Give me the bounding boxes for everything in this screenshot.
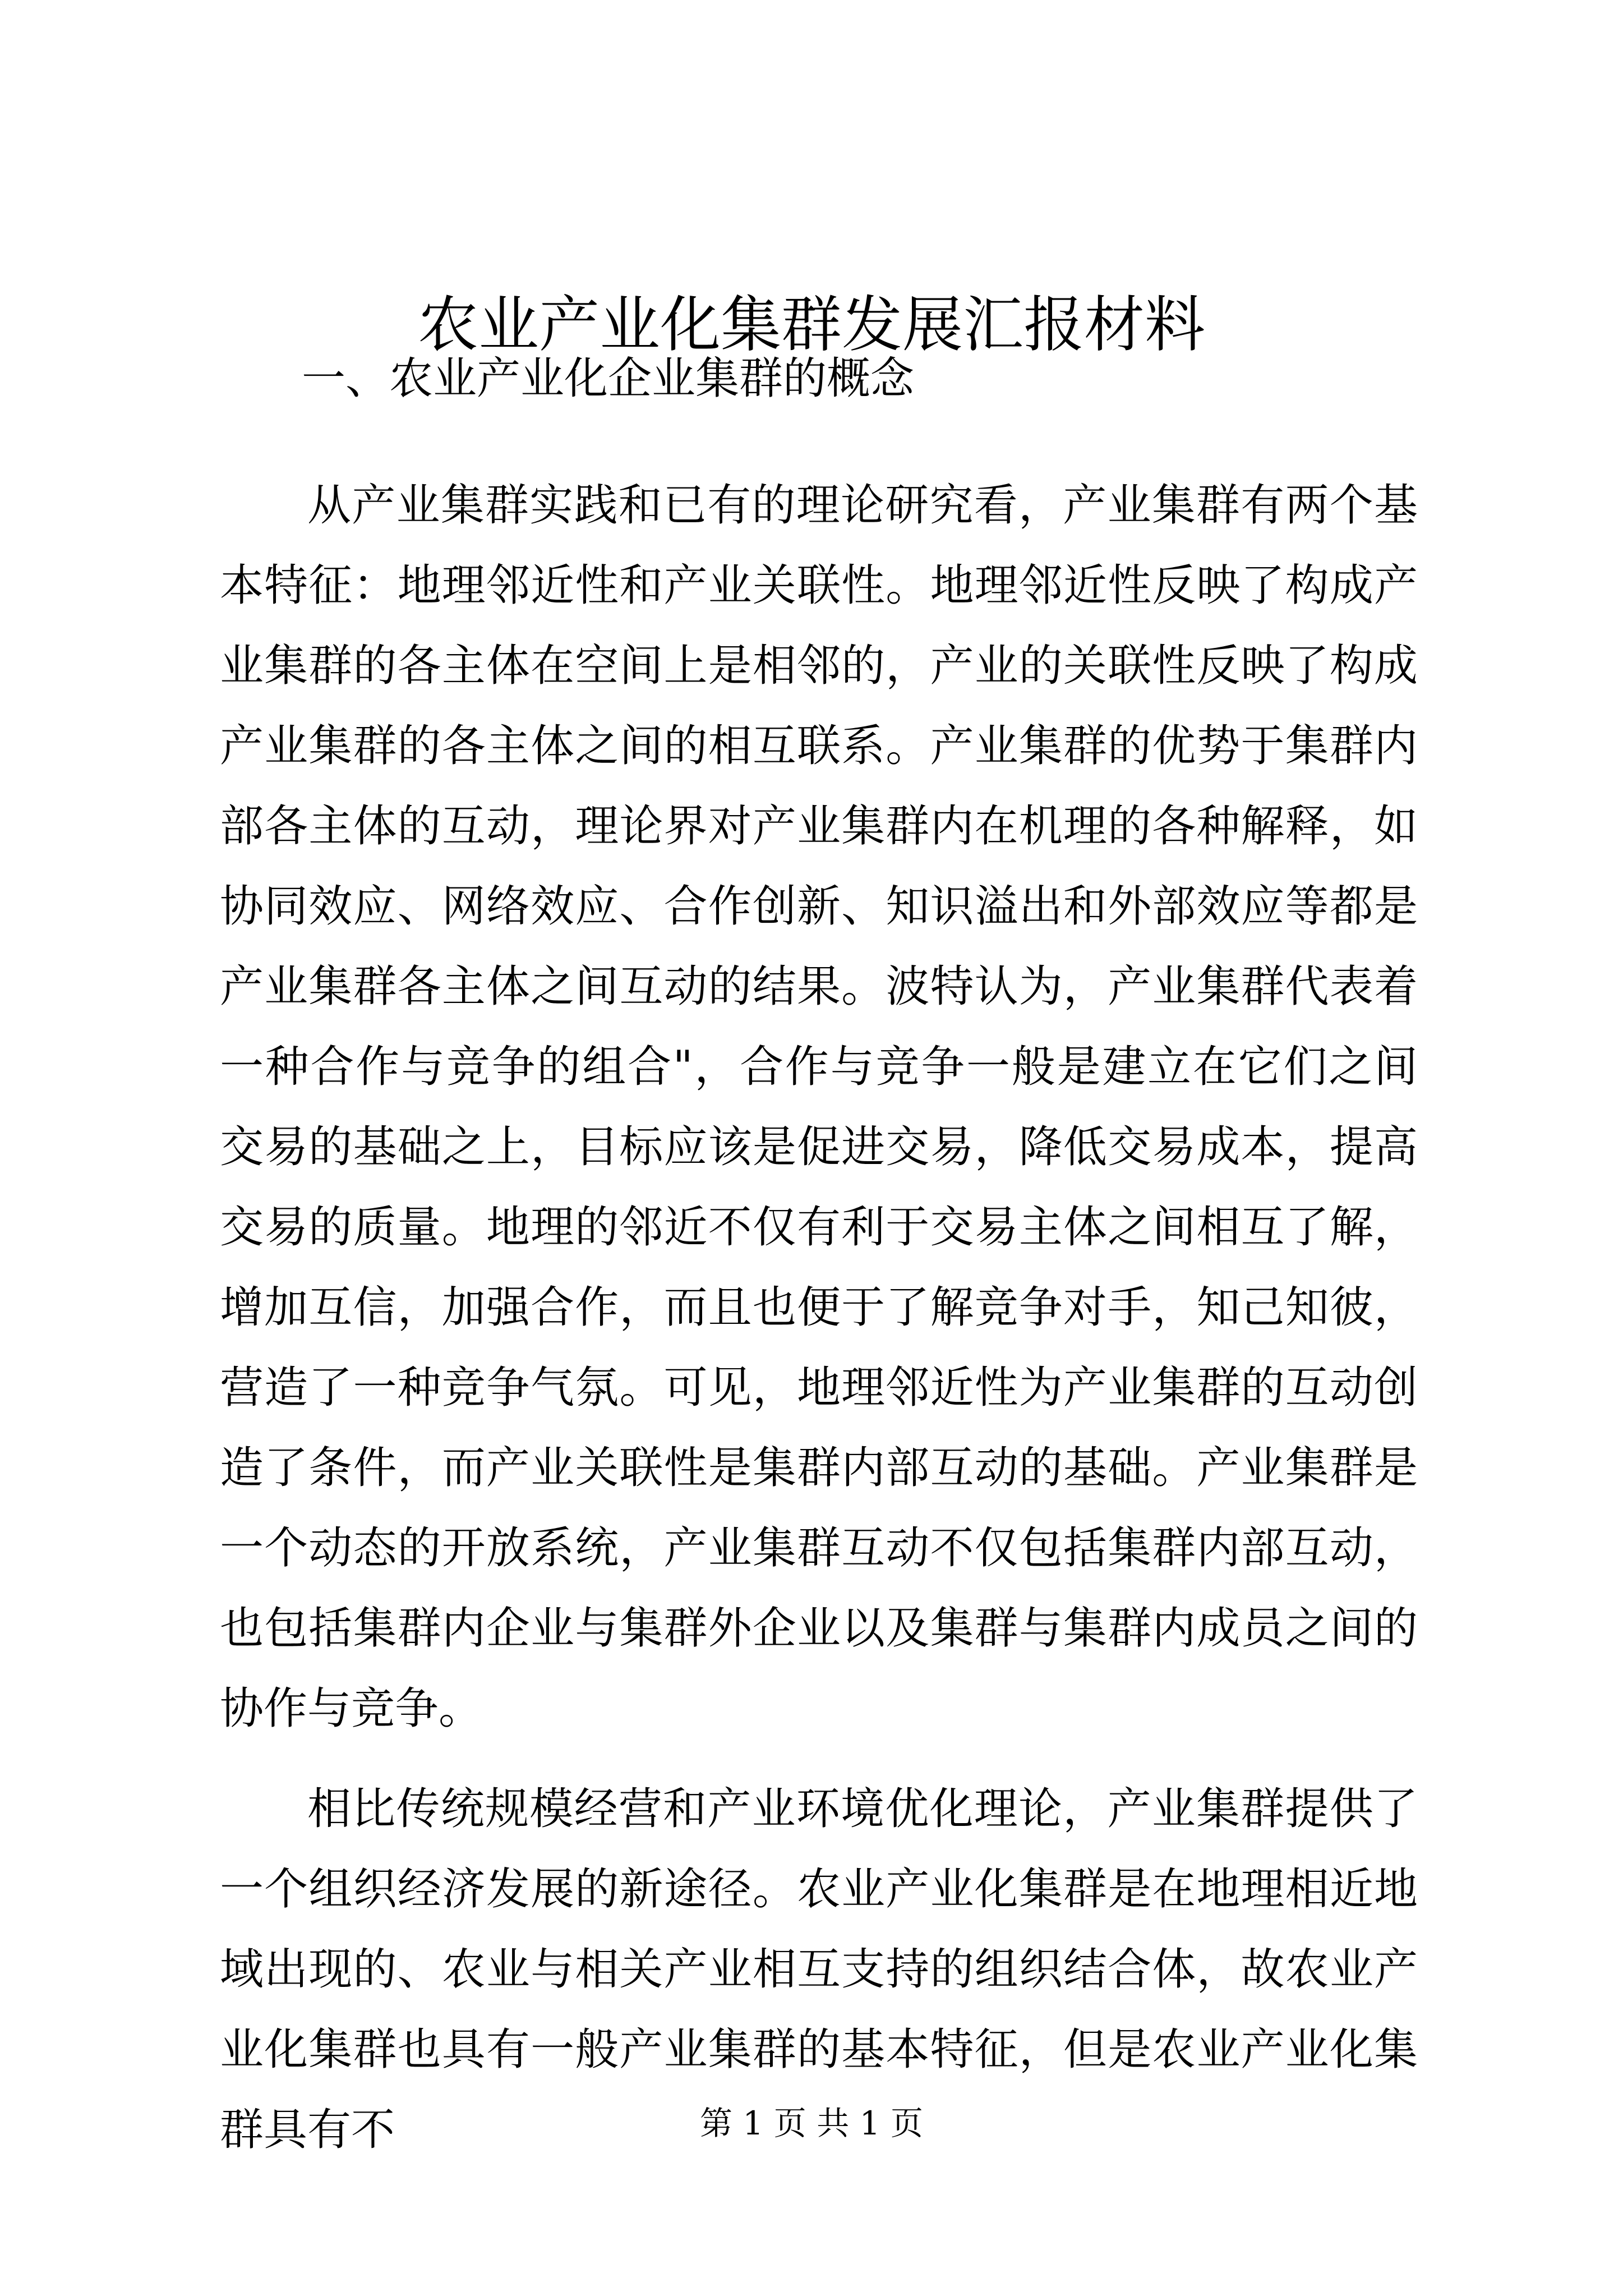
document-title: 农业产业化集群发展汇报材料 <box>417 290 1205 360</box>
body-paragraph: 相比传统规模经营和产业环境优化理论，产业集群提供了一个组织经济发展的新途径。农业产业化集群是在地理相近地域出现的、农业与相关产业相互支持的组织结合体，故农业产业化集群也具有一般产业集群的基本特征，但是农业产业化集群具有不 <box>220 1784 1418 2155</box>
document-body <box>220 466 1418 2170</box>
section-heading: 一、农业产业化企业集群的概念 <box>302 353 915 404</box>
page-number-footer: 第 1 页 共 1 页 <box>700 2104 923 2142</box>
body-paragraph: 从产业集群实践和已有的理论研究看，产业集群有两个基本特征：地理邻近性和产业关联性。地理邻近性反映了构成产业集群的各主体在空间上是相邻的，产业的关联性反映了构成产业集群的各主体之间的相互联系。产业集群的优势于集群内部各主体的互动，理论界对产业集群内在机理的各种解释，如协同效应、网络效应、合作创新、知识溢出和外部效应等都是产业集群各主体之间互动的结果。波特认为，产业集群代表着一种合作与竞争的组合"，合作与竞争一般是建立在它们之间交易的基础之上，目标应该是促进交易，降低交易成本，提高交易的质量。地理的邻近不仅有利于交易主体之间相互了解，增加互信，加强合作，而且也便于了解竞争对手，知己知彼，营造了一种竞争气氛。可见，地理邻近性为产业集群的互动创造了条件，而产业关联性是集群内部互动的基础。产业集群是一个动态的开放系统，产业集群互动不仅包括集群内部互动，也包括集群内企业与集群外企业以及集群与集群内成员之间的协作与竞争。 <box>220 480 1418 1734</box>
